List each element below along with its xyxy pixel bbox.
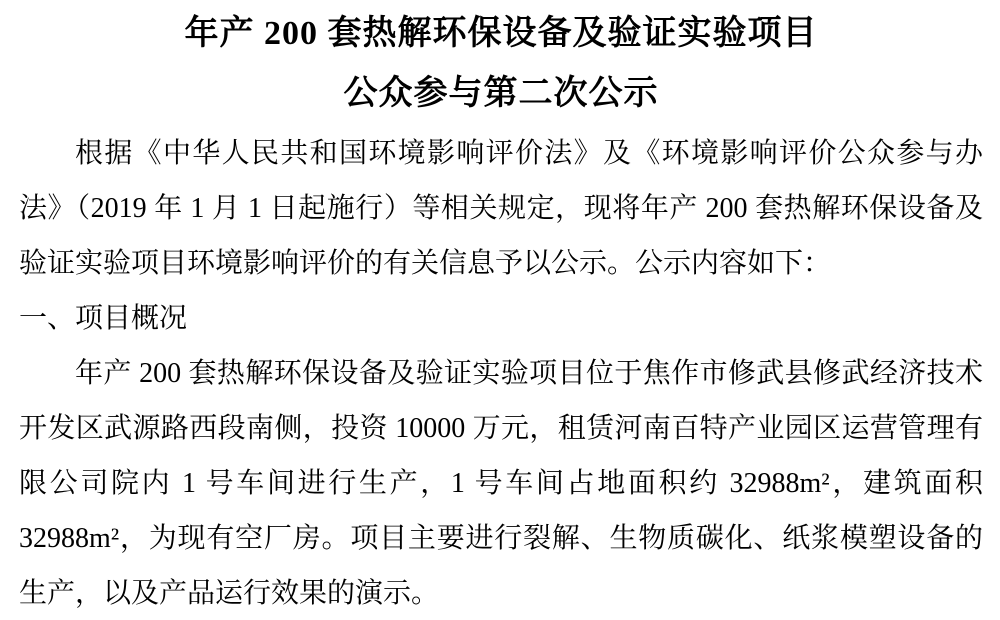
document-title-line-1: 年产 200 套热解环保设备及验证实验项目 xyxy=(184,15,818,52)
paragraph-project-overview: 年产 200 套热解环保设备及验证实验项目位于焦作市修武县修武经济技术开发区武源路西段南侧，投资 10000 万元，租赁河南百特产业园区运营管理有限公司院内 1 号车间进行生产，1 号车间占地面积约 32988m²，建筑面积 32988m²，为现有空厂房。项目主要进行裂解、生物质碳化、纸浆模塑设备的生产，以及产品运行效果的演示。 xyxy=(19,358,983,609)
document-title-line-2: 公众参与第二次公示 xyxy=(343,75,659,112)
paragraph-legal-basis: 根据《中华人民共和国环境影响评价法》及《环境影响评价公众参与办法》（2019 年 1 月 1 日起施行）等相关规定，现将年产 200 套热解环保设备及验证实验项目环境影响评价的有关信息予以公示。公示内容如下： xyxy=(19,138,983,279)
section-heading-project-overview: 一、项目概况 xyxy=(19,303,188,334)
document-body xyxy=(19,126,983,620)
document-title xyxy=(19,4,983,124)
